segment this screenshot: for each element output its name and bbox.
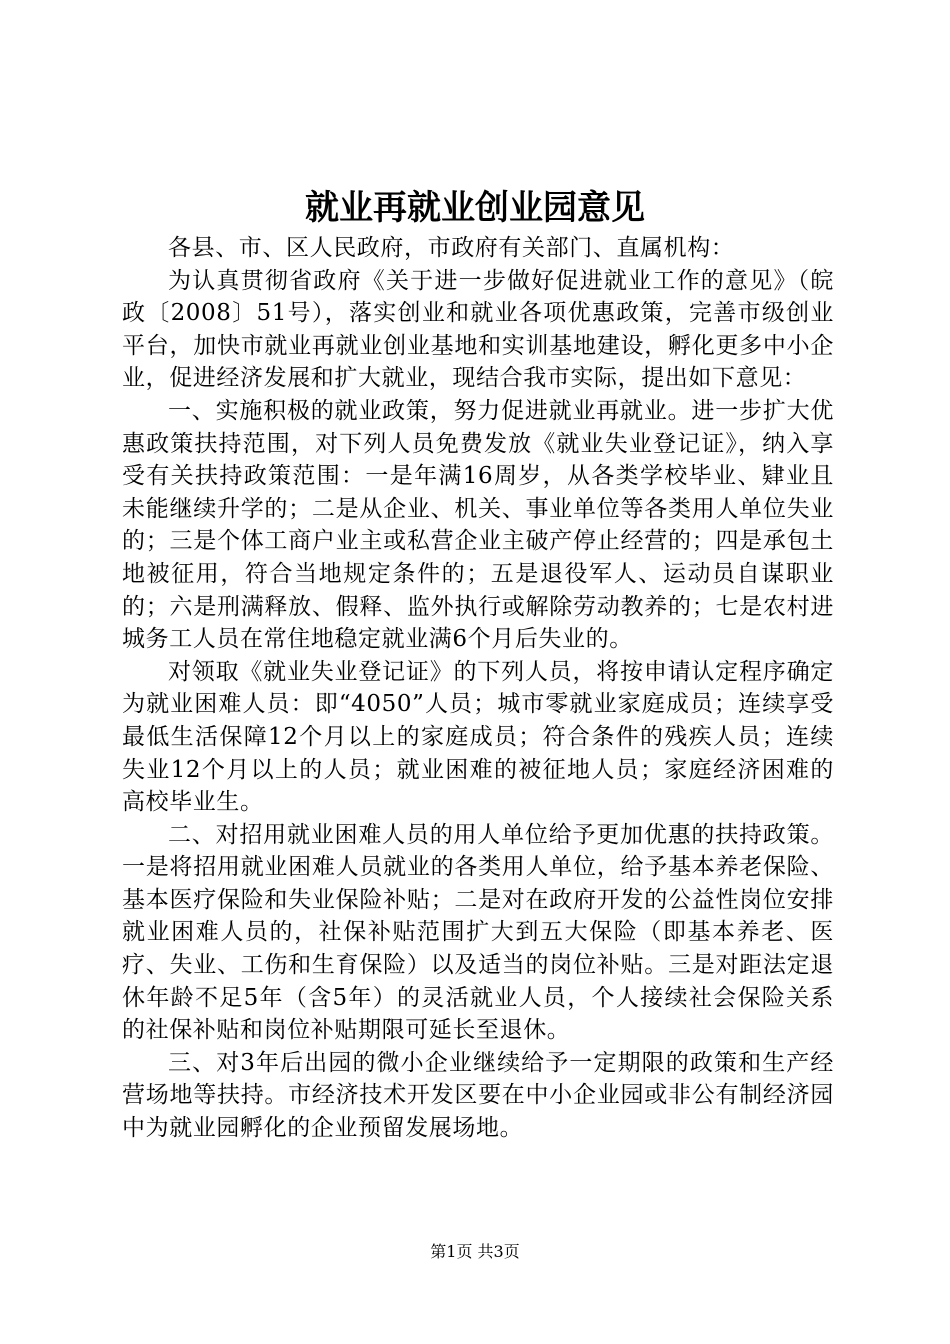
difficulty-definition-paragraph: 对领取《就业失业登记证》的下列人员，将按申请认定程序确定为就业困难人员：即“4050”人员；城市零就业家庭成员；连续享受最低生活保障12个月以上的家庭成员；符合条件的残疾人员；连续失业12个月以上的人员；就业困难的被征地人员；家庭经济困难的高校毕业生。 bbox=[122, 658, 834, 816]
section-one-paragraph: 一、实施积极的就业政策，努力促进就业再就业。进一步扩大优惠政策扶持范围，对下列人员免费发放《就业失业登记证》，纳入享受有关扶持政策范围：一是年满16周岁，从各类学校毕业、肄业且未能继续升学的；二是从企业、机关、事业单位等各类用人单位失业的；三是个体工商户业主或私营企业主破产停止经营的；四是承包土地被征用，符合当地规定条件的；五是退役军人、运动员自谋职业的；六是刑满释放、假释、监外执行或解除劳动教养的；七是农村进城务工人员在常住地稳定就业满6个月后失业的。 bbox=[122, 397, 834, 653]
document-title: 就业再就业创业园意见 bbox=[305, 188, 645, 228]
section-three-paragraph: 三、对3年后出园的微小企业继续给予一定期限的政策和生产经营场地等扶持。市经济技术开发区要在中小企业园或非公有制经济园中为就业园孵化的企业预留发展场地。 bbox=[122, 1049, 834, 1142]
salutation-paragraph: 各县、市、区人民政府，市政府有关部门、直属机构： bbox=[168, 235, 735, 261]
document-body bbox=[122, 232, 834, 1145]
page-number-footer: 第1页 共3页 bbox=[430, 1242, 520, 1261]
section-two-paragraph: 二、对招用就业困难人员的用人单位给予更加优惠的扶持政策。一是将招用就业困难人员就业的各类用人单位，给予基本养老保险、基本医疗保险和失业保险补贴；二是对在政府开发的公益性岗位安排就业困难人员的，社保补贴范围扩大到五大保险（即基本养老、医疗、失业、工伤和生育保险）以及适当的岗位补贴。三是对距法定退休年龄不足5年（含5年）的灵活就业人员，个人接续社会保险关系的社保补贴和岗位补贴期限可延长至退休。 bbox=[122, 821, 834, 1044]
intro-paragraph: 为认真贯彻省政府《关于进一步做好促进就业工作的意见》（皖政〔2008〕51号），落实创业和就业各项优惠政策，完善市级创业平台，加快市就业再就业创业基地和实训基地建设，孵化更多中小企业，促进经济发展和扩大就业，现结合我市实际，提出如下意见： bbox=[122, 267, 834, 392]
